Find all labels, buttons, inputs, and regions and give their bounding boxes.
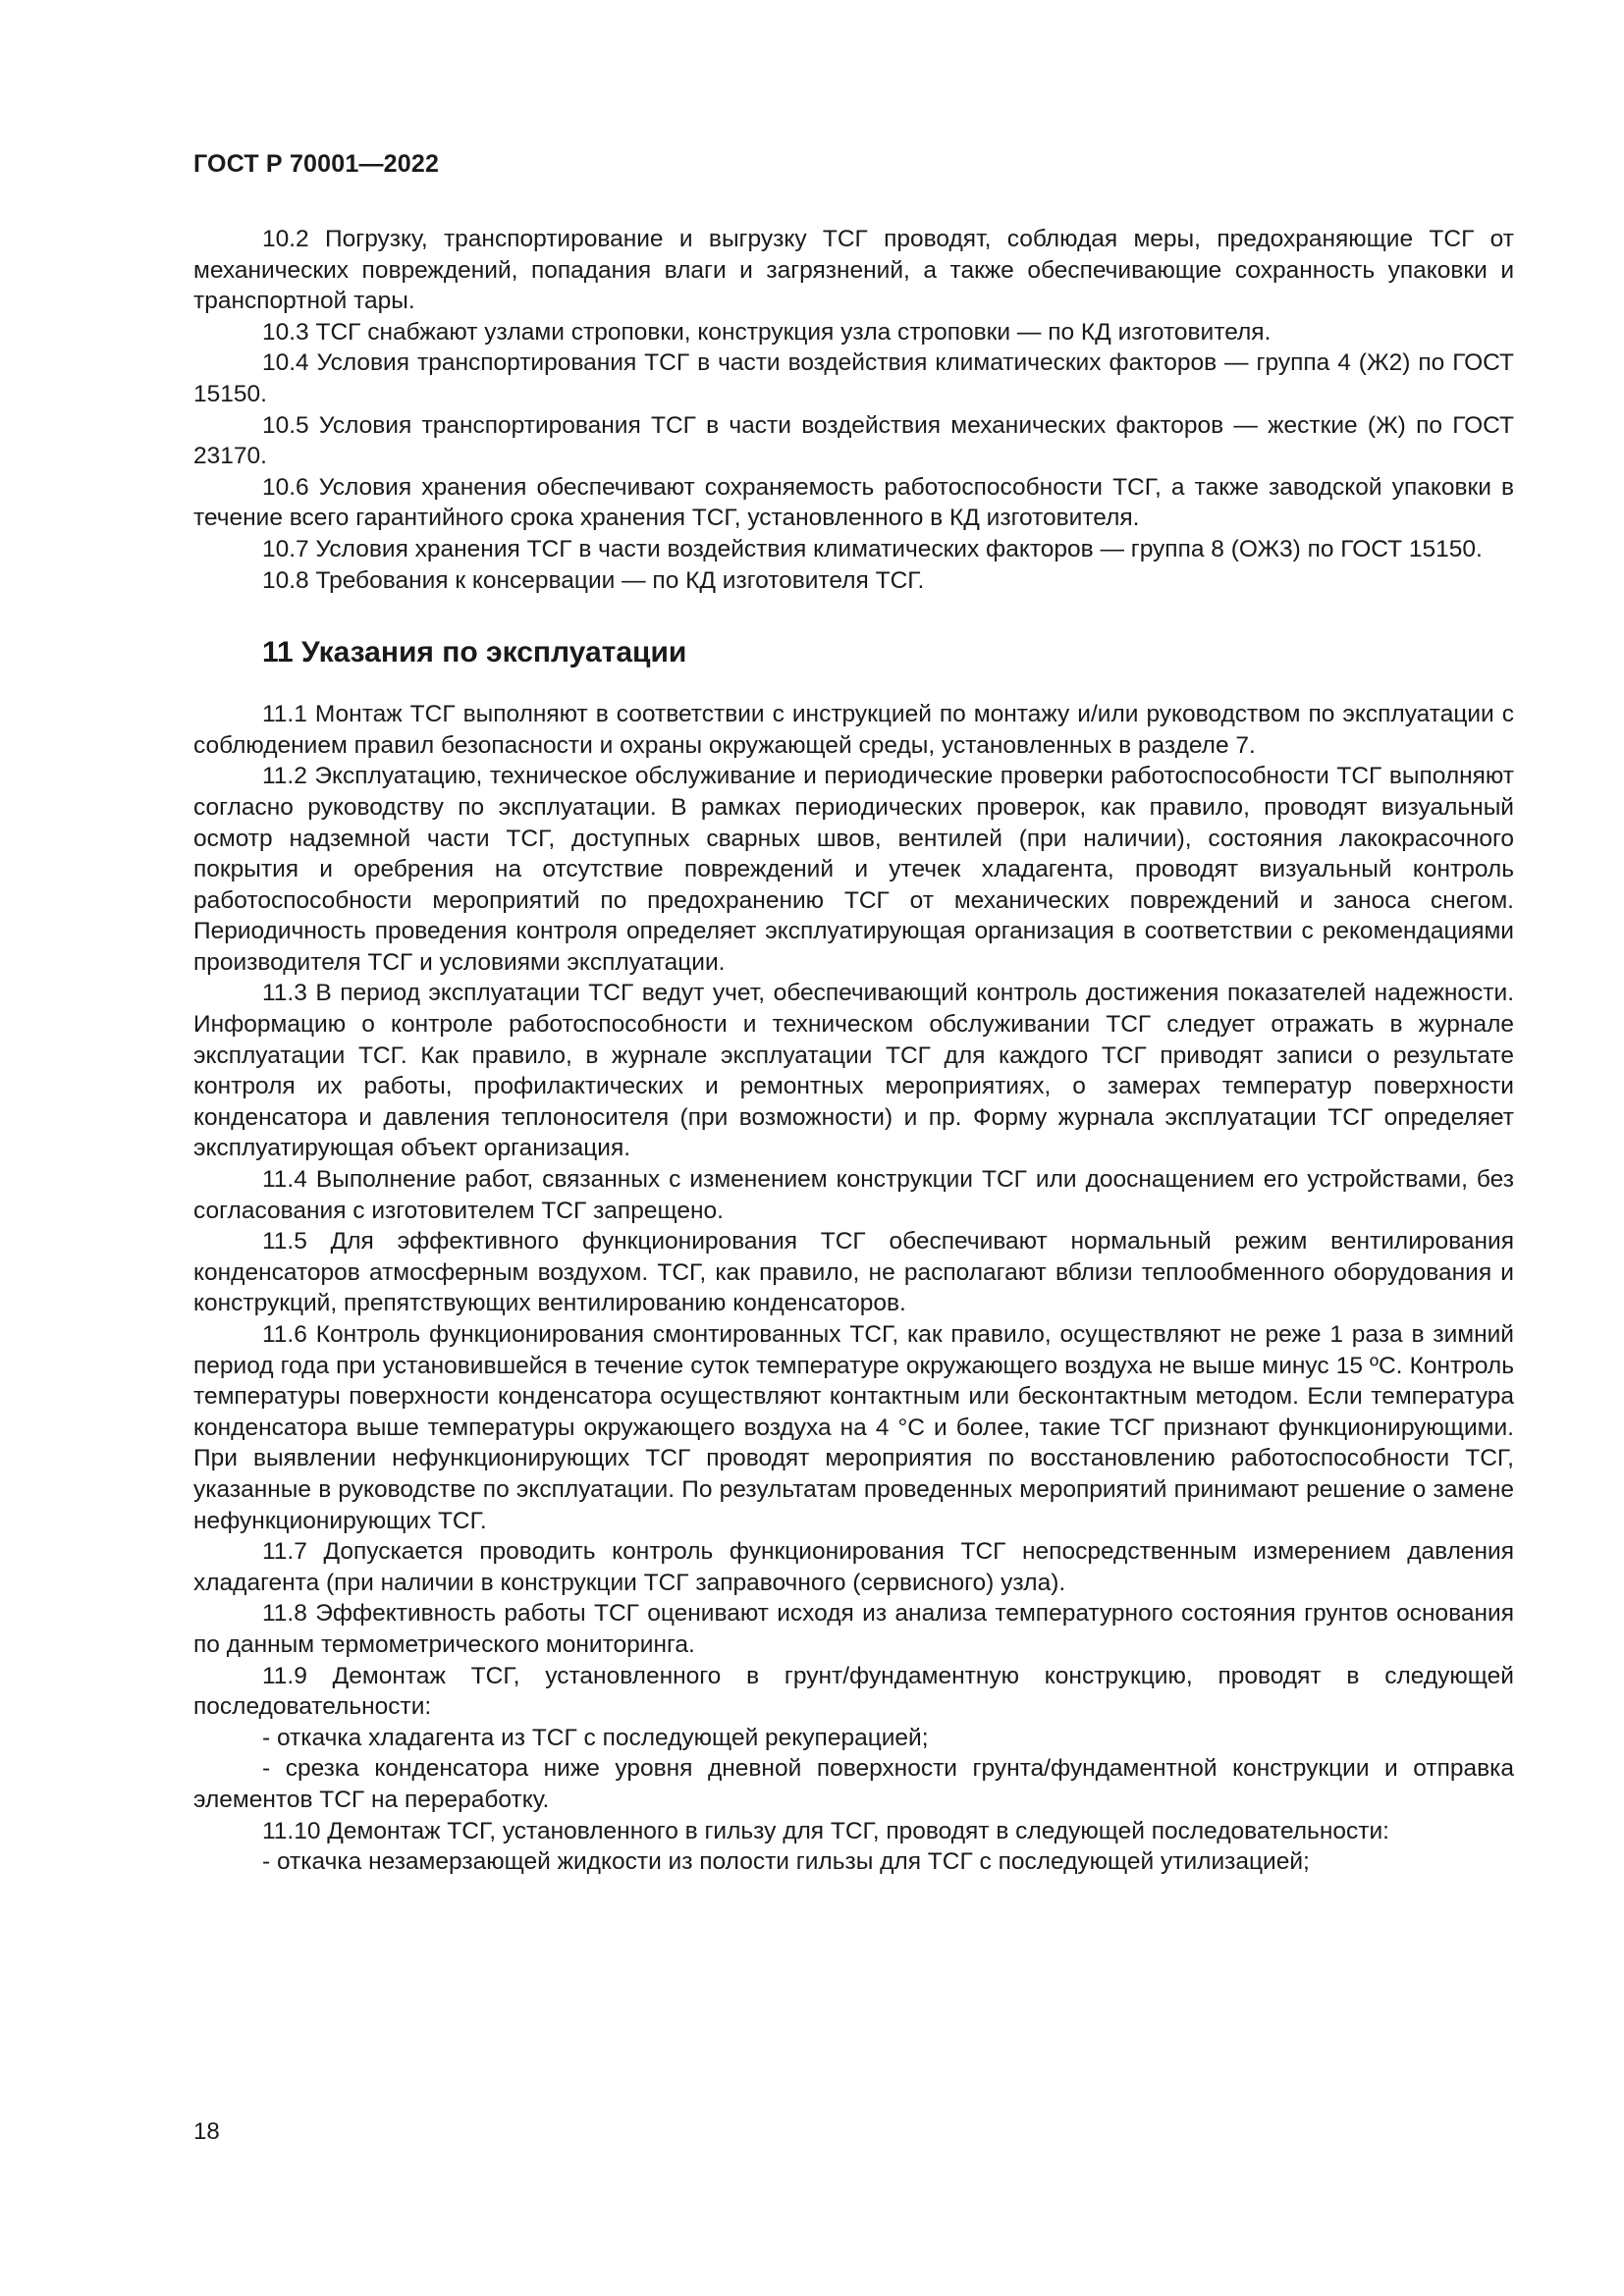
paragraph-10-5: 10.5 Условия транспортирования ТСГ в части воздействия механических факторов — жесткие (Ж) по ГОСТ 23170. bbox=[193, 411, 1514, 470]
paragraph-10-7: 10.7 Условия хранения ТСГ в части воздействия климатических факторов — группа 8 (ОЖ3) по ГОСТ 15150. bbox=[262, 535, 1483, 562]
list-item: - откачка хладагента из ТСГ с последующей рекуперацией; bbox=[262, 1724, 929, 1751]
paragraph-11-1: 11.1 Монтаж ТСГ выполняют в соответствии с инструкцией по монтажу и/или руководством по эксплуатации с соблюдением правил безопасности и охраны окружающей среды, установленных в разделе 7. bbox=[193, 701, 1514, 759]
paragraph-11-2: 11.2 Эксплуатацию, техническое обслуживание и периодические проверки работоспособности ТСГ выполняют согласно руководству по эксплуатации. В рамках периодических проверок, как правило, проводят визуальный осмотр надземной части ТСГ, доступных сварных швов, вентилей (при наличии), состояния лакокрасочного покрытия и оребрения на отсутствие повреждений и утечек хладагента, проводят визуальный контроль работоспособности мероприятий по предохранению ТСГ от механических повреждений и заноса снегом. Периодичность проведения контроля определяет эксплуатирующая организация в соответствии с рекомендациями производителя ТСГ и условиями эксплуатации. bbox=[193, 763, 1514, 976]
paragraph-11-7: 11.7 Допускается проводить контроль функционирования ТСГ непосредственным измерением давления хладагента (при наличии в конструкции ТСГ заправочного (сервисного) узла). bbox=[193, 1538, 1514, 1596]
document-header: ГОСТ Р 70001—2022 bbox=[193, 150, 440, 178]
paragraph-11-8: 11.8 Эффективность работы ТСГ оценивают исходя из анализа температурного состояния грунтов основания по данным термометрического мониторинга. bbox=[193, 1600, 1514, 1658]
paragraph-11-3: 11.3 В период эксплуатации ТСГ ведут учет, обеспечивающий контроль достижения показателей надежности. Информацию о контроле работоспособности и техническом обслуживании ТСГ следует отражать в журнале эксплуатации ТСГ. Как правило, в журнале эксплуатации ТСГ для каждого ТСГ приводят записи о результате контроля их работы, профилактических и ремонтных мероприятиях, о замерах температур поверхности конденсатора и давления теплоносителя (при возможности) и пр. Форму журнала эксплуатации ТСГ определяет эксплуатирующая объект организация. bbox=[193, 980, 1514, 1162]
paragraph-11-9: 11.9 Демонтаж ТСГ, установленного в грунт/фундаментную конструкцию, проводят в следующей последовательности: bbox=[193, 1662, 1514, 1721]
page-number: 18 bbox=[193, 2118, 220, 2145]
paragraph-10-6: 10.6 Условия хранения обеспечивают сохраняемость работоспособности ТСГ, а также заводской упаковки в течение всего гарантийного срока хранения ТСГ, установленного в КД изготовителя. bbox=[193, 473, 1514, 532]
paragraph-11-4: 11.4 Выполнение работ, связанных с изменением конструкции ТСГ или дооснащением его устройствами, без согласования с изготовителем ТСГ запрещено. bbox=[193, 1166, 1514, 1224]
paragraph-11-5: 11.5 Для эффективного функционирования ТСГ обеспечивают нормальный режим вентилирования конденсаторов атмосферным воздухом. ТСГ, как правило, не располагают вблизи теплообменного оборудования и конструкций, препятствующих вентилированию конденсаторов. bbox=[193, 1228, 1514, 1317]
paragraph-11-10: 11.10 Демонтаж ТСГ, установленного в гильзу для ТСГ, проводят в следующей последовательности: bbox=[262, 1817, 1389, 1844]
paragraph-10-3: 10.3 ТСГ снабжают узлами строповки, конструкция узла строповки — по КД изготовителя. bbox=[262, 318, 1272, 346]
document-body bbox=[193, 224, 1514, 1878]
paragraph-10-4: 10.4 Условия транспортирования ТСГ в части воздействия климатических факторов — группа 4 (Ж2) по ГОСТ 15150. bbox=[193, 349, 1514, 407]
list-item: - откачка незамерзающей жидкости из полости гильзы для ТСГ с последующей утилизацией; bbox=[262, 1848, 1310, 1876]
section-title: 11 Указания по эксплуатации bbox=[262, 636, 687, 669]
paragraph-11-6: 11.6 Контроль функционирования смонтированных ТСГ, как правило, осуществляют не реже 1 раза в зимний период года при установившейся в течение суток температуре окружающего воздуха не выше минус 15 ºС. Контроль температуры поверхности конденсатора осуществляют контактным или бесконтактным методом. Если температура конденсатора выше температуры окружающего воздуха на 4 °С и более, такие ТСГ признают функционирующими. При выявлении нефункционирующих ТСГ проводят мероприятия по восстановлению работоспособности ТСГ, указанные в руководстве по эксплуатации. По результатам проведенных мероприятий принимают решение о замене нефункционирующих ТСГ. bbox=[193, 1321, 1514, 1534]
paragraph-10-2: 10.2 Погрузку, транспортирование и выгрузку ТСГ проводят, соблюдая меры, предохраняющие ТСГ от механических повреждений, попадания влаги и загрязнений, а также обеспечивающие сохранность упаковки и транспортной тары. bbox=[193, 226, 1514, 315]
paragraph-10-8: 10.8 Требования к консервации — по КД изготовителя ТСГ. bbox=[262, 566, 925, 594]
list-item: - срезка конденсатора ниже уровня дневной поверхности грунта/фундаментной конструкции и отправка элементов ТСГ на переработку. bbox=[193, 1755, 1514, 1813]
